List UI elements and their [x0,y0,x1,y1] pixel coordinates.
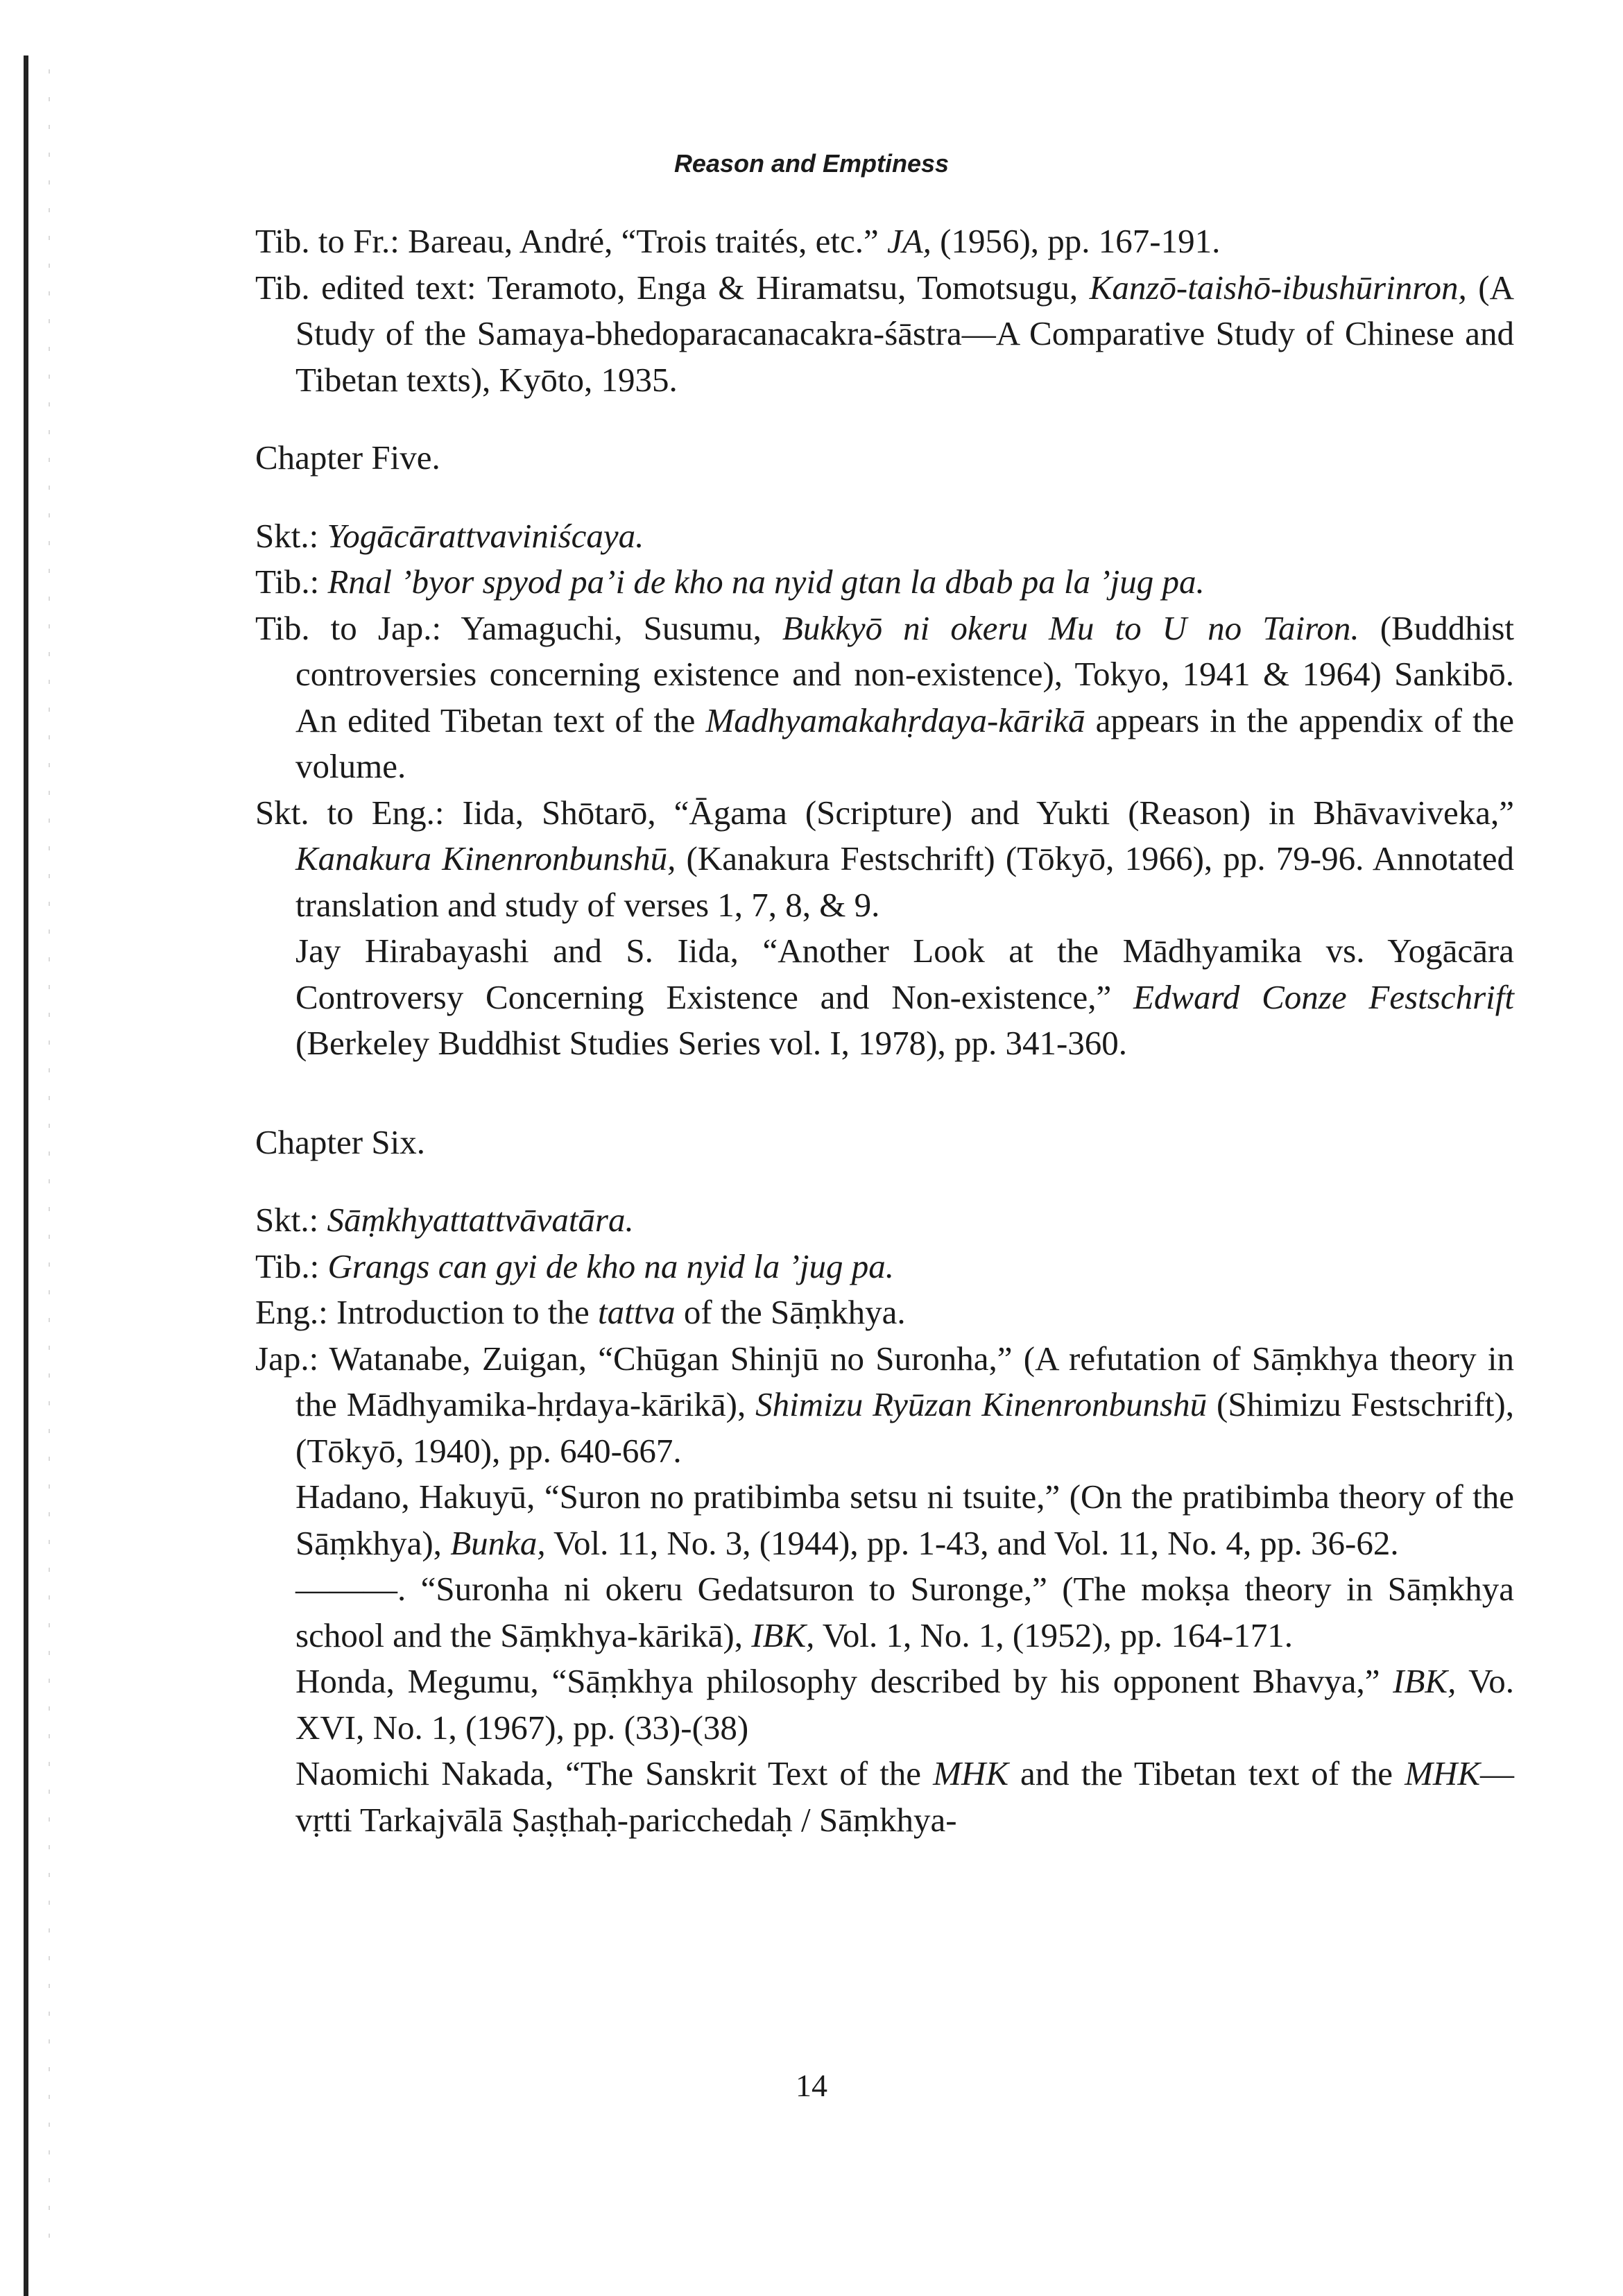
running-head: Reason and Emptiness [673,149,950,178]
scan-artifact [49,69,50,2254]
bib-entry: Skt.: Sāṃkhyattattvāvatāra. [255,1201,634,1239]
bib-entry: Tib. edited text: Teramoto, Enga & Hiramatsu, Tomotsugu, Kanzō-taishō-ibushūrinron, (A Study of the Samaya-bhedoparacanacakra-śāstra—A Comparative Study of Chinese and Tibetan texts), Kyōto, 1935. [255,268,1514,399]
bib-entry: Jay Hirabayashi and S. Iida, “Another Look at the Mādhyamika vs. Yogācāra Controversy Concerning Existence and Non-existence,” Edward Conze Festschrift (Berkeley Buddhist Studies Series vol. I, 1978), pp. 341-360. [295,932,1514,1062]
chapter-five-heading: Chapter Five. [255,438,440,477]
page-number: 14 [796,2068,827,2103]
bib-entry: Eng.: Introduction to the tattva of the Sāṃkhya. [255,1293,906,1331]
bibliography-content [255,219,1514,1843]
bib-entry: Skt.: Yogācārattvaviniścaya. [255,516,644,555]
bib-entry: Naomichi Nakada, “The Sanskrit Text of the MHK and the Tibetan text of the MHK—vṛtti Tarkajvālā Ṣaṣṭhaḥ-paricchedaḥ / Sāṃkhya- [295,1754,1514,1839]
chapter-six-heading: Chapter Six. [255,1122,425,1161]
bib-entry: Tib.: Rnal ’byor spyod pa’i de kho na nyid gtan la dbab pa la ’jug pa. [255,563,1205,601]
bib-entry: Tib. to Jap.: Yamaguchi, Susumu, Bukkyō ni okeru Mu to U no Tairon. (Buddhist controversies concerning existence and non-existence), Tokyo, 1941 & 1964) Sankibō. An edited Tibetan text of the Madhyamakahṛdaya-kārikā appears in the appendix of the volume. [255,608,1514,785]
bib-entry: Hadano, Hakuyū, “Suron no pratibimba setsu ni tsuite,” (On the pratibimba theory of the Sāṃkhya), Bunka, Vol. 11, No. 3, (1944), pp. 1-43, and Vol. 11, No. 4, pp. 36-62. [295,1477,1514,1562]
bib-entry: Tib.: Grangs can gyi de kho na nyid la ’jug pa. [255,1246,894,1285]
bib-entry: Tib. to Fr.: Bareau, André, “Trois traités, etc.” JA, (1956), pp. 167-191. [255,222,1221,260]
bib-entry: Skt. to Eng.: Iida, Shōtarō, “Āgama (Scripture) and Yukti (Reason) in Bhāvaviveka,” Kanakura Kinenronbunshū, (Kanakura Festschrift) (Tōkyō, 1966), pp. 79-96. Annotated translation and study of verses 1, 7, 8, & 9. [255,793,1514,924]
bib-entry: Jap.: Watanabe, Zuigan, “Chūgan Shinjū no Suronha,” (A refutation of Sāṃkhya theory in the Mādhyamika-hṛdaya-kārikā), Shimizu Ryūzan Kinenronbunshū (Shimizu Festschrift), (Tōkyō, 1940), pp. 640-667. [255,1339,1514,1470]
bib-entry: Honda, Megumu, “Sāṃkhya philosophy described by his opponent Bhavya,” IBK, Vo. XVI, No. 1, (1967), pp. (33)-(38) [295,1662,1514,1747]
binding-edge [24,55,28,2296]
bib-entry: ———. “Suronha ni okeru Gedatsuron to Suronge,” (The mokṣa theory in Sāṃkhya school and the Sāṃkhya-kārikā), IBK, Vol. 1, No. 1, (1952), pp. 164-171. [295,1570,1514,1654]
